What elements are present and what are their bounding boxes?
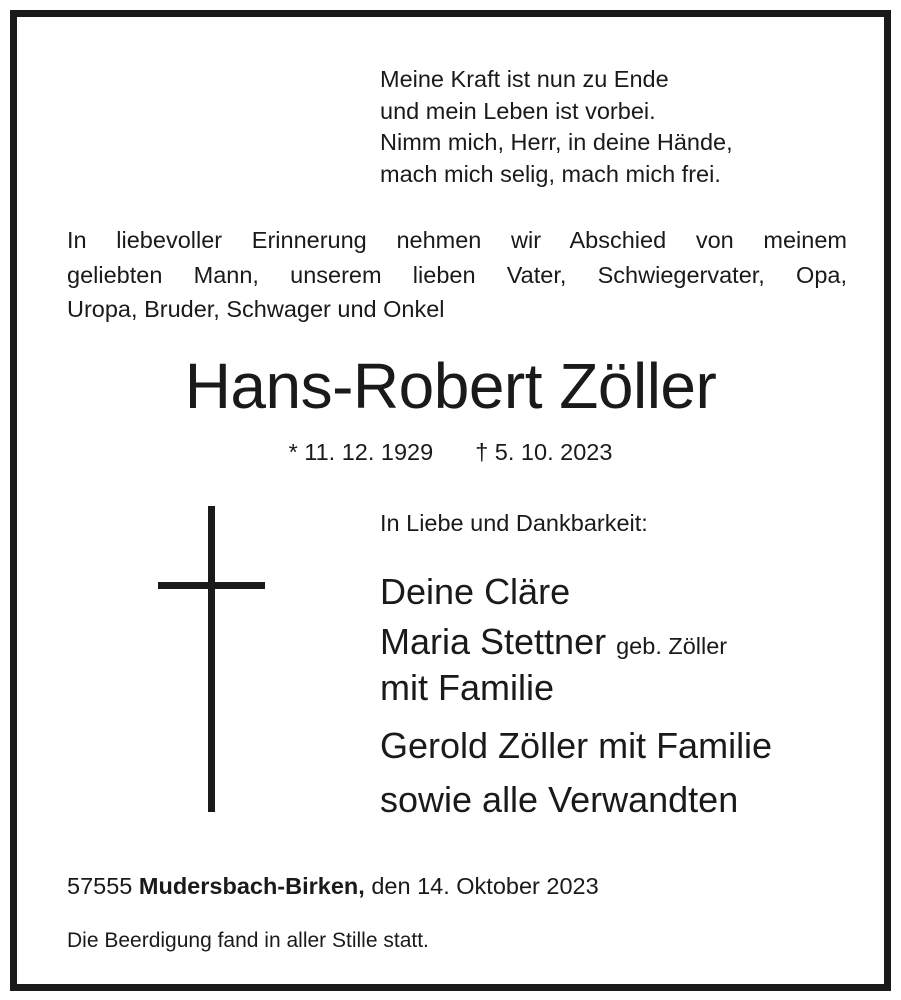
postcode: 57555 [67, 873, 133, 899]
poem-line: Nimm mich, Herr, in deine Hände, [380, 129, 733, 155]
death-date: † 5. 10. 2023 [475, 439, 613, 465]
poem-line: und mein Leben ist vorbei. [380, 97, 656, 124]
date: den 14. Oktober 2023 [371, 873, 599, 899]
intro-text [67, 223, 847, 327]
mourner: sowie alle Verwandten [380, 779, 739, 820]
intro-line: geliebten Mann, unserem lieben Vater, Schwiegervater, Opa, [67, 261, 847, 288]
town: Mudersbach-Birken, [138, 873, 365, 899]
deceased-name: Hans-Robert Zöller [184, 350, 717, 422]
mourner: Deine Cläre [380, 571, 571, 612]
mourner: Gerold Zöller mit Familie [380, 725, 773, 766]
poem-line: mach mich selig, mach mich frei. [380, 160, 721, 187]
cross-icon-bar [158, 582, 265, 589]
intro-line: Uropa, Bruder, Schwager und Onkel [67, 296, 445, 322]
poem [380, 64, 733, 190]
burial-note: Die Beerdigung fand in aller Stille statt. [67, 929, 429, 952]
life-dates [17, 437, 884, 467]
obituary-frame [10, 10, 891, 991]
intro-line: In liebevoller Erinnerung nehmen wir Abschied von meinem [67, 227, 847, 253]
thanks-heading: In Liebe und Dankbarkeit: [380, 510, 648, 536]
mourners-list [380, 567, 772, 825]
mourner-maiden-name: geb. Zöller [616, 633, 728, 659]
place-date [67, 870, 599, 902]
cross-icon [208, 506, 215, 812]
mourner-continuation: mit Familie [380, 667, 555, 708]
birth-date: * 11. 12. 1929 [288, 439, 434, 465]
poem-line: Meine Kraft ist nun zu Ende [380, 66, 669, 92]
mourner-name: Maria Stettner [380, 621, 607, 662]
